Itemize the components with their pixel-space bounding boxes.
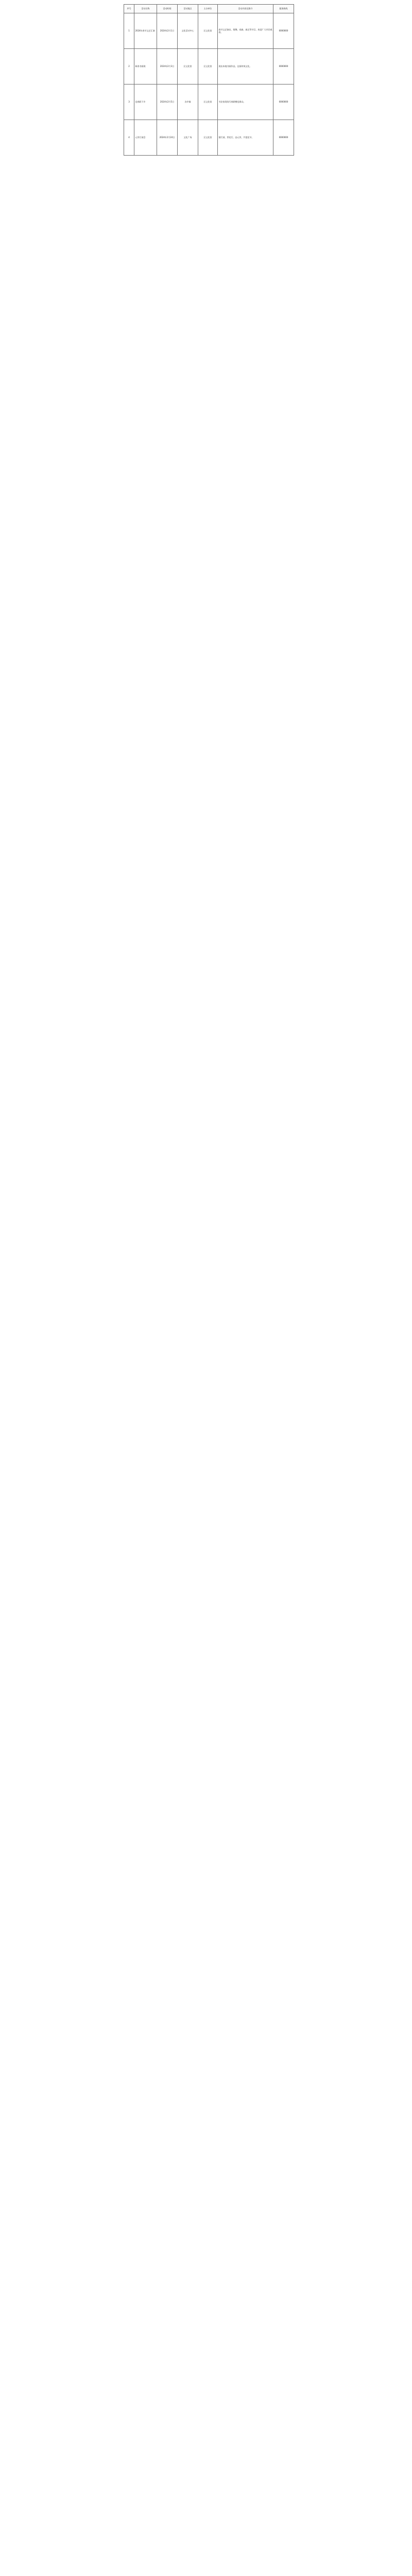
cell-index: 1 bbox=[124, 13, 134, 49]
cell-description: 猜灯谜、赏花灯、品元宵，共度佳节。 bbox=[218, 120, 273, 156]
cell-description: 书法家现场写春联赠送群众。 bbox=[218, 84, 273, 120]
cell-hotline: 0000000 bbox=[273, 120, 294, 156]
header-col-activity-name: 活动名称 bbox=[134, 5, 157, 13]
cell-activity-name: 元宵灯谜会 bbox=[134, 120, 157, 156]
table-row bbox=[124, 49, 294, 84]
table-header-row bbox=[124, 5, 294, 13]
cell-activity-name: 2024年春节文艺汇演 bbox=[134, 13, 157, 49]
table-body bbox=[124, 13, 294, 156]
cell-hotline: 0000000 bbox=[273, 13, 294, 49]
cell-description: 春节文艺演出，歌舞、戏曲、曲艺等节目，欢迎广大市民观看。 bbox=[218, 13, 273, 49]
cell-index: 4 bbox=[124, 120, 134, 156]
header-col-activity-time: 活动时间 bbox=[157, 5, 178, 13]
cell-organizer: 区文化馆 bbox=[198, 13, 218, 49]
cell-organizer: 区文化馆 bbox=[198, 49, 218, 84]
cell-index: 2 bbox=[124, 49, 134, 84]
header-col-index: 序号 bbox=[124, 5, 134, 13]
cell-activity-name: 送春联下乡 bbox=[134, 84, 157, 120]
activity-table-container bbox=[124, 4, 294, 156]
header-col-organizer: 主办单位 bbox=[198, 5, 218, 13]
table-row bbox=[124, 84, 294, 120]
cell-activity-place: 区文化馆 bbox=[178, 49, 198, 84]
cell-activity-name: 新春书画展 bbox=[134, 49, 157, 84]
cell-activity-place: 各乡镇 bbox=[178, 84, 198, 120]
cell-hotline: 0000000 bbox=[273, 84, 294, 120]
header-col-hotline: 服务热线 bbox=[273, 5, 294, 13]
cell-activity-time: 2024年2月3日 bbox=[157, 49, 178, 84]
cell-activity-place: 文化活动中心 bbox=[178, 13, 198, 49]
header-col-activity-place: 活动地点 bbox=[178, 5, 198, 13]
activity-table bbox=[124, 4, 294, 156]
header-col-description: 活动内容及简介 bbox=[218, 5, 273, 13]
cell-index: 3 bbox=[124, 84, 134, 120]
cell-organizer: 区文化馆 bbox=[198, 84, 218, 120]
cell-activity-time: 2024年2月1日 bbox=[157, 13, 178, 49]
cell-activity-time: 2024年2月24日 bbox=[157, 120, 178, 156]
cell-description: 展出本地书画作品，弘扬传统文化。 bbox=[218, 49, 273, 84]
cell-organizer: 区文化馆 bbox=[198, 120, 218, 156]
table-row bbox=[124, 120, 294, 156]
cell-activity-place: 文化广场 bbox=[178, 120, 198, 156]
table-row bbox=[124, 13, 294, 49]
cell-hotline: 0000000 bbox=[273, 49, 294, 84]
cell-activity-time: 2024年2月5日 bbox=[157, 84, 178, 120]
